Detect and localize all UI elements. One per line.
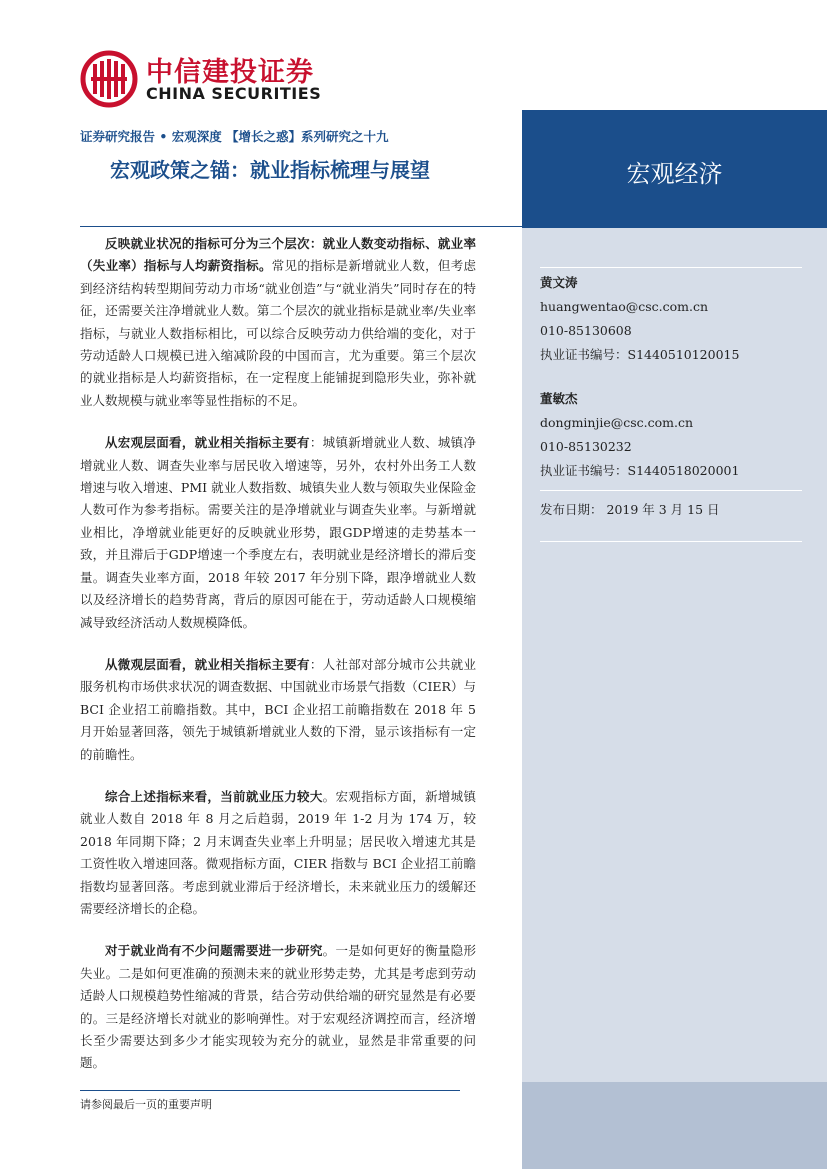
publish-date-value: 2019 年 3 月 15 日	[606, 502, 720, 517]
author-email[interactable]: dongminjie@csc.com.cn	[540, 415, 694, 430]
paragraph-lead: 综合上述指标来看，当前就业压力较大	[105, 788, 323, 804]
paragraph-lead: 对于就业尚有不少问题需要进一步研究	[105, 943, 323, 959]
paragraph-text: 。宏观指标方面，新增城镇就业人数自 2018 年 8 月之后趋弱，2019 年 1-2 月为 174 万，较 2018 年同期下降；2 月末调查失业率上升明显；居民收入增速尤其是工资性收入增速回落。微观指标方面，CIER 指数与 BCI 企业招工前瞻指数均显著回落。考虑到就业滞后于经济增长，未来就业压力的缓解还需要经济增长的企稳。	[80, 788, 476, 916]
publish-date	[540, 500, 720, 518]
logo-chinese-name: 中信建投证券	[146, 57, 314, 88]
footer-disclaimer[interactable]: 请参阅最后一页的重要声明	[80, 1098, 212, 1111]
paragraph-text: ：城镇新增就业人数、城镇净增就业人数、调查失业率与居民收入增速等，另外，农村外出务工人数增速与收入增速、PMI 就业人数指数、城镇失业人数与领取失业保险金人数可作为参考指标。需要关注的是净增就业与调查失业率。与新增就业相比，净增就业能更好的反映就业形势，跟GDP增速的走势基本一致，并且滞后于GDP增速一个季度左右，表明就业是经济增长的滞后变量。调查失业率方面，2018 年较 2017 年分别下降，跟净增就业人数以及经济增长的趋势背离，背后的原因可能在于，劳动适龄人口规模缩减导致经济活动人数规模降低。	[80, 435, 476, 630]
report-title: 宏观政策之锚：就业指标梳理与展望	[110, 158, 430, 182]
sector-title: 宏观经济	[626, 160, 723, 188]
author-email[interactable]: huangwentao@csc.com.cn	[540, 299, 709, 314]
summary-paragraph	[80, 786, 476, 920]
sidebar-divider	[540, 490, 802, 491]
sidebar-panel	[522, 110, 827, 1169]
logo-english-name: CHINA SECURITIES	[146, 84, 322, 103]
author-phone: 010-85130232	[540, 439, 632, 454]
sidebar-divider	[540, 267, 802, 268]
footer-rule	[80, 1090, 460, 1091]
paragraph-lead: 从宏观层面看，就业相关指标主要有	[105, 435, 310, 451]
publish-date-label: 发布日期：	[540, 502, 603, 517]
summary-paragraph	[80, 233, 476, 412]
paragraph-text: ：人社部对部分城市公共就业服务机构市场供求状况的调查数据、中国就业市场景气指数（CIER）与 BCI 企业招工前瞻指数。其中，BCI 企业招工前瞻指数在 2018 年 5 月开始显著回落，领先于城镇新增就业人数的下滑，显示该指标有一定的前瞻性。	[80, 656, 476, 762]
report-type: 证券研究报告 • 宏观深度 【增长之惑】系列研究之十九	[80, 129, 389, 144]
author-license: 执业证书编号：S1440510120015	[540, 347, 740, 362]
report-summary	[80, 233, 476, 1095]
paragraph-lead: 反映就业状况的指标可分为三个层次：就业人数变动指标、就业率（失业率）指标与人均薪资指标。	[80, 236, 476, 274]
summary-paragraph	[80, 654, 476, 766]
sidebar-footer-band	[522, 1082, 827, 1169]
author-card	[540, 271, 739, 367]
author-phone: 010-85130608	[540, 323, 632, 338]
summary-paragraph	[80, 432, 476, 634]
sidebar-divider	[540, 541, 802, 542]
paragraph-lead: 从微观层面看，就业相关指标主要有	[105, 656, 310, 672]
author-license: 执业证书编号：S1440518020001	[540, 463, 740, 478]
paragraph-text: 。一是如何更好的衡量隐形失业。二是如何更准确的预测未来的就业形势走势，尤其是考虑到劳动适龄人口规模趋势性缩减的背景，结合劳动供给端的研究显然是有必要的。三是经济增长对就业的影响弹性。对于宏观经济调控而言，经济增长至少需要达到多少才能实现较为充分的就业，显然是非常重要的问题。	[80, 943, 476, 1071]
author-name: 董敏杰	[540, 391, 578, 406]
china-securities-logo-icon	[80, 50, 138, 108]
company-logo	[80, 48, 340, 108]
summary-paragraph	[80, 940, 476, 1074]
paragraph-text: 常见的指标是新增就业人数，但考虑到经济结构转型期间劳动力市场“就业创造”与“就业消失”同时存在的特征，还需要关注净增就业人数。第二个层次的就业指标是就业率/失业率指标，与就业人数指标相比，可以综合反映劳动力供给端的变化，对于劳动适龄人口规模已进入缩减阶段的中国而言，尤为重要。第三个层次的就业指标是人均薪资指标，在一定程度上能铺捉到隐形失业，弥补就业人数规模与就业率等显性指标的不足。	[80, 258, 476, 408]
header-rule	[80, 226, 522, 227]
author-name: 黄文涛	[540, 275, 578, 290]
author-card	[540, 387, 739, 483]
sector-banner	[522, 110, 827, 228]
